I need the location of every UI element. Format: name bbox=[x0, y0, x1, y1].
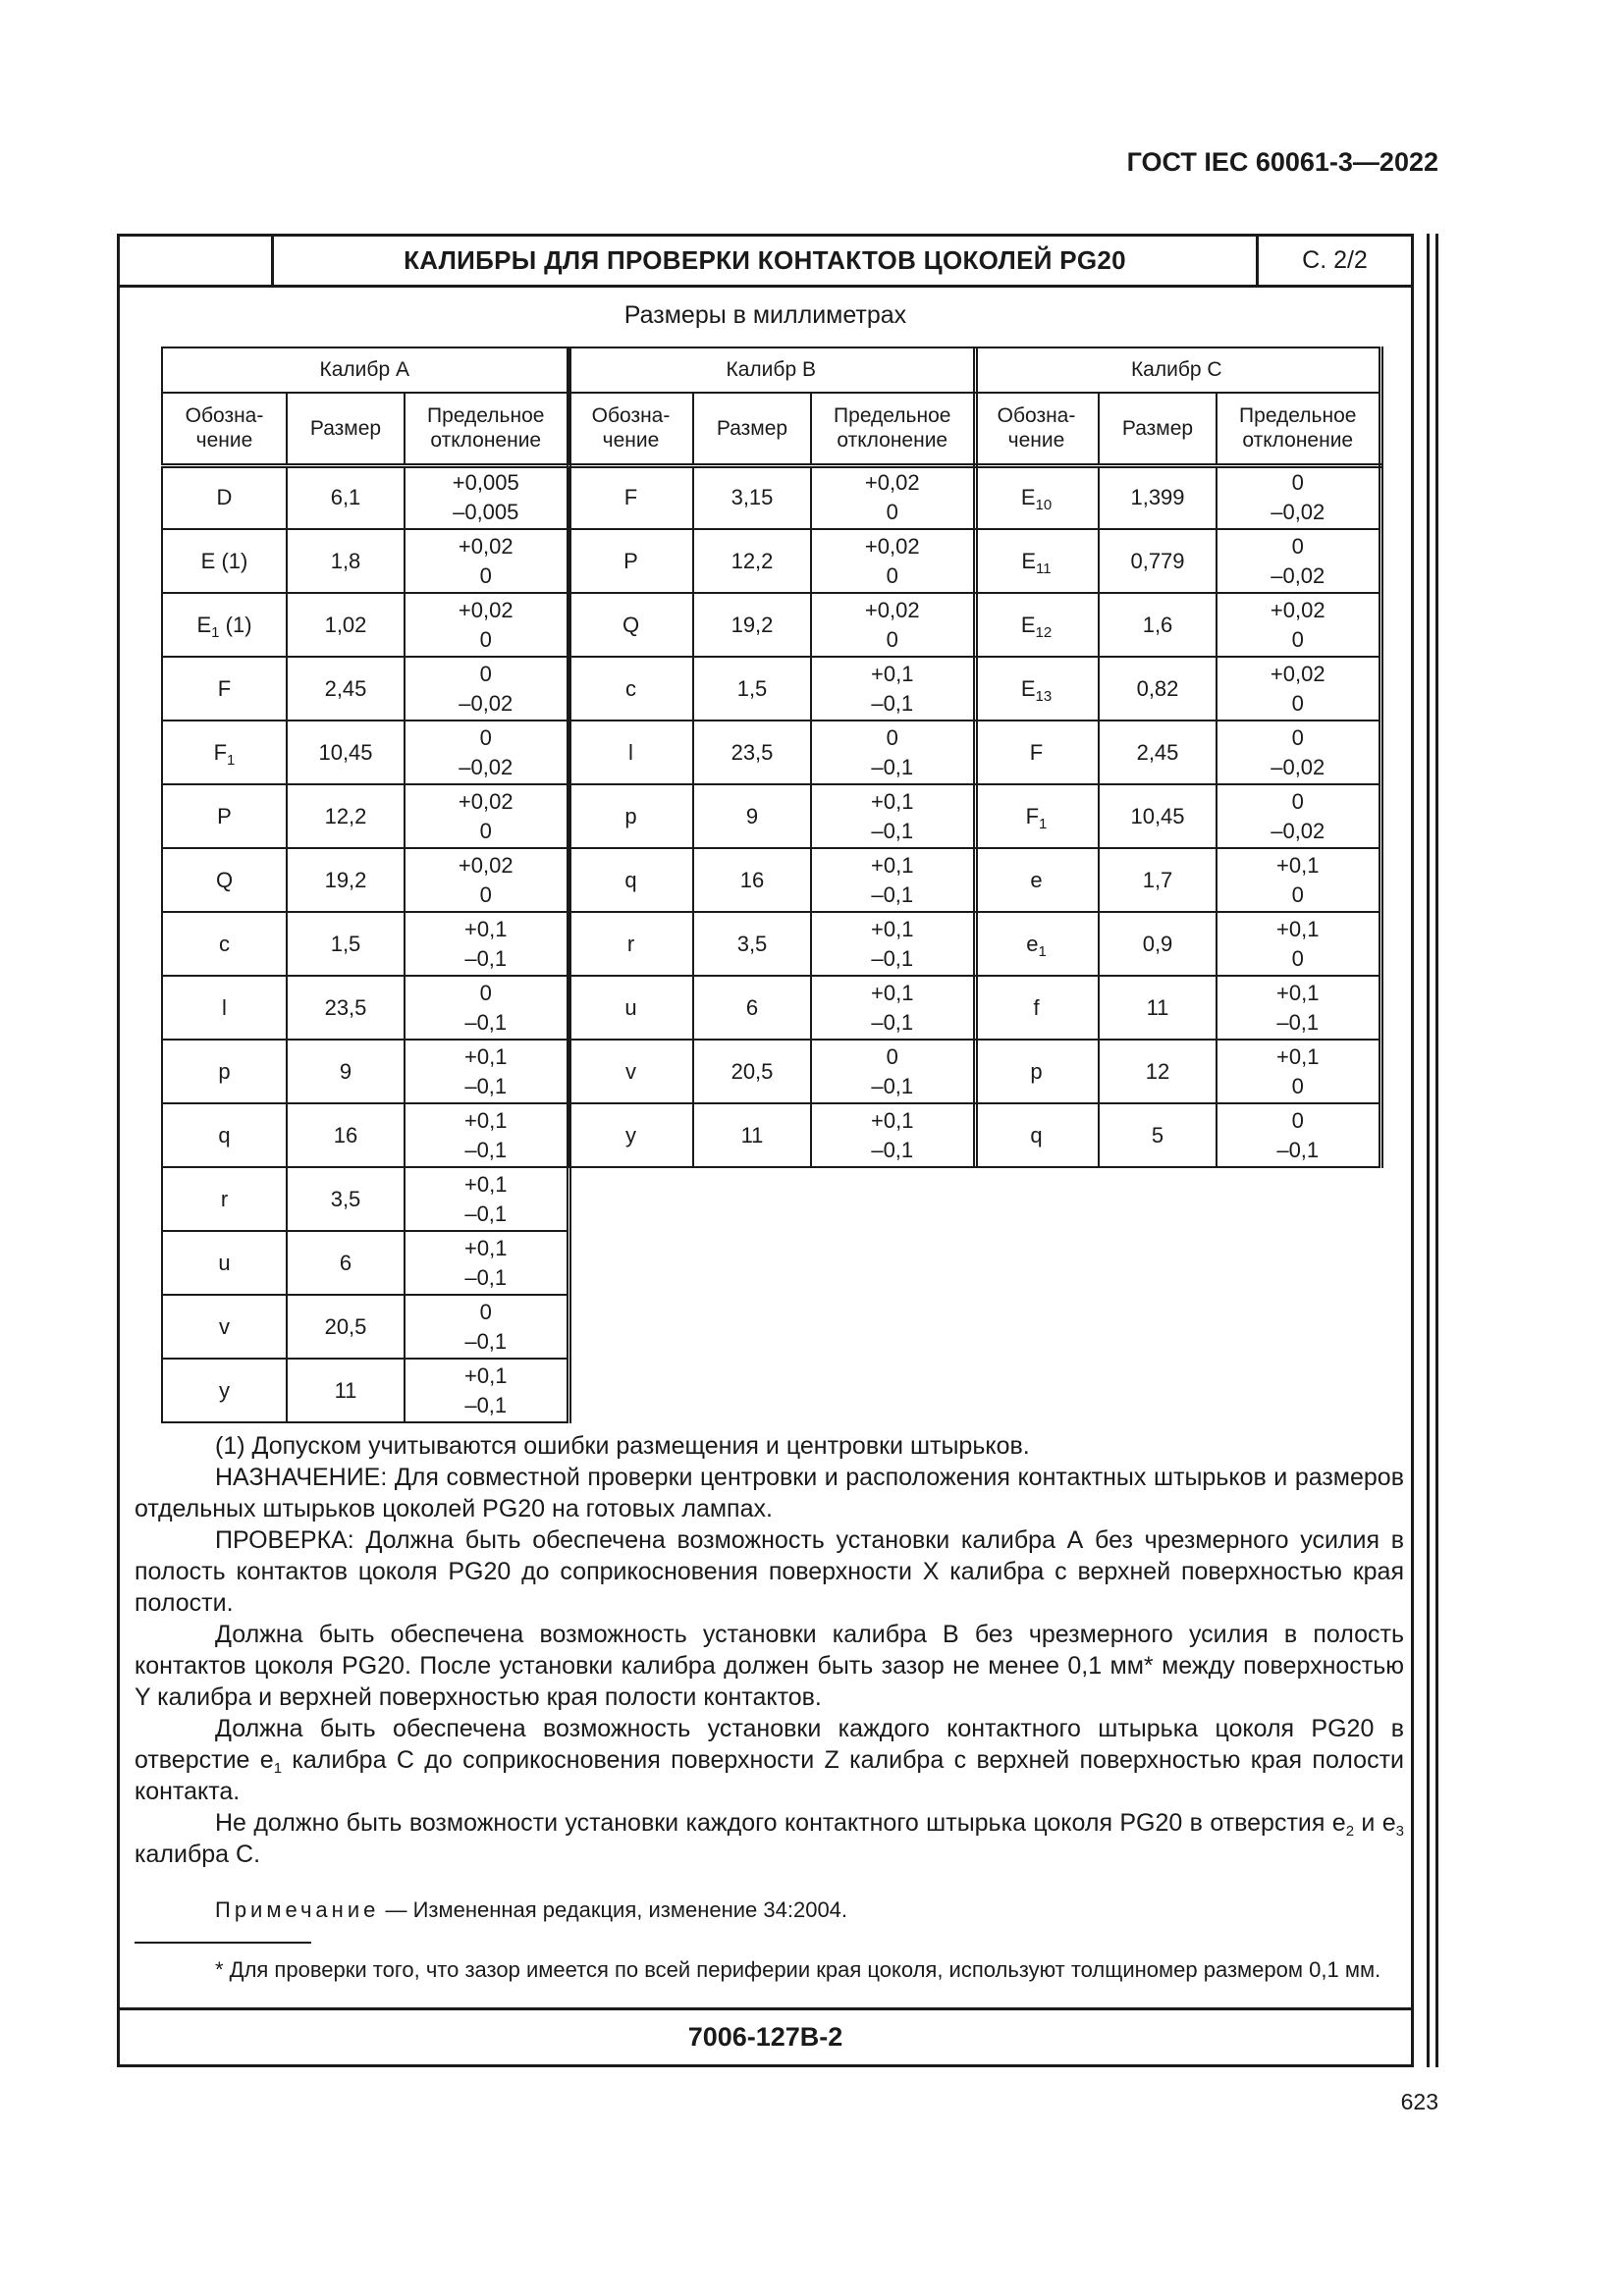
cell-tolerance bbox=[405, 1040, 568, 1103]
units-caption: Размеры в миллиметрах bbox=[623, 301, 907, 329]
table-row bbox=[568, 529, 975, 593]
tolerance-lower: –0,1 bbox=[464, 1137, 508, 1162]
cell-designation: $E_{11}$ bbox=[974, 529, 1099, 593]
tolerance-upper: +0,02 bbox=[864, 533, 920, 559]
cell-tolerance bbox=[405, 1359, 568, 1422]
col-header-designation: Обозна- чение bbox=[162, 393, 287, 465]
table-row bbox=[568, 1103, 975, 1167]
cell-size: 6 bbox=[287, 1231, 405, 1295]
tolerance-upper: +0,02 bbox=[458, 788, 514, 814]
cell-designation: q bbox=[162, 1103, 287, 1167]
cell-size: 1,5 bbox=[693, 657, 811, 721]
table-row bbox=[568, 848, 975, 912]
tolerance-upper: +0,1 bbox=[464, 1107, 508, 1133]
note-label: Примечание bbox=[215, 1897, 380, 1922]
cell-tolerance bbox=[405, 465, 568, 529]
tolerance-lower: –0,1 bbox=[464, 1201, 508, 1226]
table-row bbox=[162, 465, 568, 529]
tolerance-lower: –0,1 bbox=[871, 818, 914, 843]
cell-size: 12 bbox=[1099, 1040, 1217, 1103]
tolerance-upper: +0,1 bbox=[871, 788, 914, 814]
cell-designation: p bbox=[568, 784, 693, 848]
table-row bbox=[974, 848, 1380, 912]
tolerance-lower: –0,1 bbox=[871, 690, 914, 716]
cell-tolerance bbox=[811, 848, 975, 912]
cell-designation: Q bbox=[568, 593, 693, 657]
tolerance-upper: +0,02 bbox=[864, 470, 920, 496]
tolerance-lower: 0 bbox=[1291, 945, 1304, 971]
cell-size: 5 bbox=[1099, 1103, 1217, 1167]
tolerance-upper: 0 bbox=[886, 724, 898, 750]
tolerance-lower: –0,02 bbox=[1271, 754, 1325, 779]
cell-tolerance bbox=[1217, 912, 1380, 976]
tolerance-upper: 0 bbox=[1291, 533, 1304, 559]
col-header-tolerance: Предельное отклонение bbox=[1217, 393, 1380, 465]
cell-tolerance bbox=[1217, 976, 1380, 1040]
tolerance-upper: 0 bbox=[1291, 788, 1304, 814]
cell-designation: F bbox=[568, 465, 693, 529]
tolerance-lower: 0 bbox=[479, 562, 492, 588]
table-row bbox=[568, 1040, 975, 1103]
cell-designation: $E_{10}$ bbox=[974, 465, 1099, 529]
table-row bbox=[162, 1103, 568, 1167]
tolerance-upper: +0,1 bbox=[1276, 916, 1320, 941]
tolerance-upper: +0,1 bbox=[871, 916, 914, 941]
tolerance-lower: –0,1 bbox=[1276, 1137, 1320, 1162]
cell-size: 23,5 bbox=[693, 721, 811, 784]
col-header-tolerance: Предельное отклонение bbox=[811, 393, 975, 465]
table-row bbox=[162, 721, 568, 784]
cell-tolerance bbox=[405, 529, 568, 593]
cell-tolerance bbox=[811, 657, 975, 721]
table-row bbox=[162, 529, 568, 593]
cell-tolerance bbox=[405, 1103, 568, 1167]
cell-tolerance bbox=[1217, 529, 1380, 593]
tolerance-lower: –0,1 bbox=[464, 1392, 508, 1417]
table-row bbox=[974, 784, 1380, 848]
tolerance-lower: 0 bbox=[1291, 1073, 1304, 1098]
text-check-negative: Не должно быть возможности установки каждого контактного штырька цоколя PG20 в отверстия $e_2$ и $e_3$ калибра С. bbox=[135, 1809, 1404, 1868]
tolerance-upper: +0,1 bbox=[871, 1107, 914, 1133]
cell-tolerance bbox=[405, 657, 568, 721]
cell-size: 1,8 bbox=[287, 529, 405, 593]
cell-designation: c bbox=[162, 912, 287, 976]
gauge-title: Калибр В bbox=[568, 347, 975, 393]
text-purpose: НАЗНАЧЕНИЕ: Для совместной проверки центровки и расположения контактных штырьков и размеров отдельных штырьков цоколей PG20 на готовых лампах. bbox=[135, 1464, 1404, 1522]
cell-size: 20,5 bbox=[693, 1040, 811, 1103]
cell-tolerance bbox=[405, 784, 568, 848]
cell-tolerance bbox=[811, 721, 975, 784]
table-row bbox=[974, 912, 1380, 976]
tolerance-upper: 0 bbox=[479, 724, 492, 750]
cell-designation: P bbox=[568, 529, 693, 593]
table-row bbox=[974, 529, 1380, 593]
gauge-title: Калибр А bbox=[162, 347, 568, 393]
table-row bbox=[974, 593, 1380, 657]
description-text bbox=[135, 1430, 1404, 1870]
text-footnote-1: (1) Допуском учитываются ошибки размещения и центровки штырьков. bbox=[215, 1432, 1030, 1460]
table-row bbox=[162, 1040, 568, 1103]
cell-size: 2,45 bbox=[1099, 721, 1217, 784]
cell-designation: p bbox=[974, 1040, 1099, 1103]
cell-tolerance bbox=[1217, 657, 1380, 721]
tolerance-upper: +0,1 bbox=[464, 1235, 508, 1260]
cell-designation: D bbox=[162, 465, 287, 529]
table-row bbox=[162, 784, 568, 848]
cell-designation: e bbox=[974, 848, 1099, 912]
cell-size: 0,779 bbox=[1099, 529, 1217, 593]
cell-designation: E (1) bbox=[162, 529, 287, 593]
tolerance-lower: –0,02 bbox=[459, 690, 514, 716]
tolerance-upper: 0 bbox=[1291, 724, 1304, 750]
tolerance-upper: +0,1 bbox=[464, 916, 508, 941]
col-header-size: Размер bbox=[287, 393, 405, 465]
drawing-code: 7006-127В-2 bbox=[120, 2007, 1411, 2064]
cell-tolerance bbox=[405, 912, 568, 976]
tolerance-lower: –0,1 bbox=[871, 1009, 914, 1035]
col-header-designation: Обозна- чение bbox=[974, 393, 1099, 465]
gauge-c-table bbox=[973, 347, 1383, 1168]
tolerance-upper: +0,1 bbox=[871, 661, 914, 686]
table-row bbox=[162, 848, 568, 912]
cell-tolerance bbox=[811, 465, 975, 529]
cell-size: 10,45 bbox=[1099, 784, 1217, 848]
cell-designation: P bbox=[162, 784, 287, 848]
text-check-c: Должна быть обеспечена возможность установки каждого контактного штырька цоколя PG20 в отверстие $e_1$ калибра С до соприкосновения поверхности Z калибра с верхней поверхностью края полости контакта. bbox=[135, 1715, 1404, 1805]
cell-designation: F bbox=[162, 657, 287, 721]
tolerance-upper: +0,1 bbox=[464, 1362, 508, 1388]
note-text: — Измененная редакция, изменение 34:2004. bbox=[379, 1897, 848, 1922]
tolerance-lower: –0,02 bbox=[1271, 562, 1325, 588]
tolerance-lower: 0 bbox=[479, 626, 492, 652]
cell-designation: q bbox=[568, 848, 693, 912]
cell-tolerance bbox=[405, 1231, 568, 1295]
page-number: 623 bbox=[1400, 2089, 1438, 2114]
tolerance-lower: 0 bbox=[479, 881, 492, 907]
frame-side-lines bbox=[1427, 234, 1438, 2067]
cell-designation: v bbox=[162, 1295, 287, 1359]
cell-size: 11 bbox=[287, 1359, 405, 1422]
tolerance-lower: –0,1 bbox=[1276, 1009, 1320, 1035]
table-row bbox=[974, 657, 1380, 721]
sheet-page: С. 2/2 bbox=[1302, 246, 1368, 274]
cell-tolerance bbox=[811, 529, 975, 593]
table-row bbox=[162, 657, 568, 721]
tolerance-upper: 0 bbox=[479, 661, 492, 686]
cell-designation: $E_{12}$ bbox=[974, 593, 1099, 657]
cell-tolerance bbox=[405, 1167, 568, 1231]
cell-designation: Q bbox=[162, 848, 287, 912]
tolerance-upper: +0,02 bbox=[458, 533, 514, 559]
table-row bbox=[974, 976, 1380, 1040]
cell-designation: $E_{13}$ bbox=[974, 657, 1099, 721]
cell-size: 6,1 bbox=[287, 465, 405, 529]
text-check-a: ПРОВЕРКА: Должна быть обеспечена возможность установки калибра А без чрезмерного усилия в полость контактов цоколя PG20 до соприкосновения поверхности X калибра с верхней поверхностью края полости. bbox=[135, 1526, 1404, 1617]
cell-size: 12,2 bbox=[693, 529, 811, 593]
tolerance-lower: –0,1 bbox=[871, 881, 914, 907]
col-header-designation: Обозна- чение bbox=[568, 393, 693, 465]
tolerance-lower: –0,1 bbox=[871, 1137, 914, 1162]
tolerance-upper: +0,02 bbox=[458, 852, 514, 878]
tolerance-lower: –0,1 bbox=[464, 945, 508, 971]
standard-designation: ГОСТ IEC 60061-3—2022 bbox=[1126, 147, 1438, 177]
tolerance-upper: 0 bbox=[479, 980, 492, 1005]
cell-tolerance bbox=[1217, 721, 1380, 784]
cell-size: 3,5 bbox=[287, 1167, 405, 1231]
cell-designation: u bbox=[568, 976, 693, 1040]
cell-designation: q bbox=[974, 1103, 1099, 1167]
table-row bbox=[162, 1231, 568, 1295]
cell-size: 19,2 bbox=[287, 848, 405, 912]
cell-size: 10,45 bbox=[287, 721, 405, 784]
table-title-row bbox=[568, 347, 975, 393]
cell-size: 1,7 bbox=[1099, 848, 1217, 912]
tolerance-upper: +0,1 bbox=[464, 1043, 508, 1069]
tolerance-lower: 0 bbox=[886, 562, 898, 588]
tolerance-lower: 0 bbox=[886, 626, 898, 652]
note bbox=[215, 1897, 847, 1923]
tolerance-lower: 0 bbox=[1291, 881, 1304, 907]
tolerance-lower: –0,02 bbox=[1271, 500, 1325, 525]
cell-designation: r bbox=[162, 1167, 287, 1231]
cell-designation: y bbox=[568, 1103, 693, 1167]
tolerance-upper: +0,1 bbox=[464, 1171, 508, 1197]
tolerance-lower: –0,1 bbox=[871, 1073, 914, 1098]
table-row bbox=[162, 912, 568, 976]
cell-designation: $E_1$ (1) bbox=[162, 593, 287, 657]
tolerance-upper: +0,02 bbox=[864, 597, 920, 622]
cell-tolerance bbox=[405, 976, 568, 1040]
table-row bbox=[162, 1167, 568, 1231]
tolerance-lower: 0 bbox=[1291, 690, 1304, 716]
table-row bbox=[568, 784, 975, 848]
tolerance-upper: 0 bbox=[479, 1299, 492, 1324]
cell-designation: p bbox=[162, 1040, 287, 1103]
cell-designation: F bbox=[974, 721, 1099, 784]
cell-size: 23,5 bbox=[287, 976, 405, 1040]
tolerance-upper: +0,1 bbox=[1276, 1043, 1320, 1069]
cell-size: 1,02 bbox=[287, 593, 405, 657]
tolerance-upper: +0,02 bbox=[1270, 597, 1325, 622]
drawing-frame bbox=[117, 234, 1414, 2067]
gauge-title: Калибр С bbox=[974, 347, 1380, 393]
cell-size: 11 bbox=[1099, 976, 1217, 1040]
cell-size: 16 bbox=[693, 848, 811, 912]
table-row bbox=[568, 721, 975, 784]
table-row bbox=[568, 976, 975, 1040]
table-row bbox=[974, 1040, 1380, 1103]
gauge-a-table bbox=[161, 347, 571, 1423]
cell-designation: l bbox=[568, 721, 693, 784]
tolerance-lower: –0,1 bbox=[464, 1328, 508, 1354]
cell-designation: u bbox=[162, 1231, 287, 1295]
cell-tolerance bbox=[811, 976, 975, 1040]
cell-size: 11 bbox=[693, 1103, 811, 1167]
cell-size: 1,5 bbox=[287, 912, 405, 976]
cell-size: 0,9 bbox=[1099, 912, 1217, 976]
cell-size: 3,5 bbox=[693, 912, 811, 976]
footnote: * Для проверки того, что зазор имеется по всей периферии края цоколя, используют толщиномер размером 0,1 мм. bbox=[215, 1957, 1381, 1982]
column-header-row bbox=[162, 393, 568, 465]
cell-tolerance bbox=[1217, 593, 1380, 657]
tolerance-upper: +0,1 bbox=[1276, 980, 1320, 1005]
table-title-row bbox=[974, 347, 1380, 393]
table-row bbox=[974, 465, 1380, 529]
table-row bbox=[974, 721, 1380, 784]
cell-tolerance bbox=[405, 721, 568, 784]
cell-size: 1,6 bbox=[1099, 593, 1217, 657]
column-header-row bbox=[568, 393, 975, 465]
cell-tolerance bbox=[405, 848, 568, 912]
tolerance-lower: –0,02 bbox=[1271, 818, 1325, 843]
tolerance-upper: 0 bbox=[1291, 1107, 1304, 1133]
cell-designation: r bbox=[568, 912, 693, 976]
cell-designation: y bbox=[162, 1359, 287, 1422]
gauge-b-table bbox=[568, 347, 978, 1168]
footnote-rule bbox=[135, 1942, 311, 1944]
cell-tolerance bbox=[811, 912, 975, 976]
title-blank-cell bbox=[120, 237, 274, 285]
tolerance-upper: +0,1 bbox=[871, 980, 914, 1005]
tolerance-lower: 0 bbox=[1291, 626, 1304, 652]
tolerance-lower: –0,1 bbox=[464, 1073, 508, 1098]
cell-size: 6 bbox=[693, 976, 811, 1040]
tolerance-lower: –0,1 bbox=[464, 1009, 508, 1035]
table-row bbox=[974, 1103, 1380, 1167]
cell-size: 2,45 bbox=[287, 657, 405, 721]
tolerance-upper: +0,02 bbox=[1270, 661, 1325, 686]
table-row bbox=[568, 465, 975, 529]
tolerance-upper: +0,1 bbox=[1276, 852, 1320, 878]
cell-size: 16 bbox=[287, 1103, 405, 1167]
cell-designation: $e_1$ bbox=[974, 912, 1099, 976]
text-check-b: Должна быть обеспечена возможность установки калибра В без чрезмерного усилия в полость контактов цоколя PG20. После установки калибра должен быть зазор не менее 0,1 мм* между поверхностью Y калибра и верхней поверхностью края полости контактов. bbox=[135, 1621, 1404, 1711]
cell-size: 3,15 bbox=[693, 465, 811, 529]
cell-size: 9 bbox=[287, 1040, 405, 1103]
table-row bbox=[568, 657, 975, 721]
cell-designation: l bbox=[162, 976, 287, 1040]
tolerance-lower: –0,02 bbox=[459, 754, 514, 779]
cell-tolerance bbox=[1217, 1103, 1380, 1167]
cell-tolerance bbox=[811, 1103, 975, 1167]
tolerance-lower: 0 bbox=[479, 818, 492, 843]
tolerance-lower: 0 bbox=[886, 500, 898, 525]
tolerance-lower: –0,1 bbox=[464, 1264, 508, 1290]
title-block bbox=[120, 237, 1411, 288]
tolerance-upper: 0 bbox=[1291, 470, 1304, 496]
cell-size: 9 bbox=[693, 784, 811, 848]
sheet-title: КАЛИБРЫ ДЛЯ ПРОВЕРКИ КОНТАКТОВ ЦОКОЛЕЙ PG20 bbox=[274, 237, 1259, 285]
table-row bbox=[568, 912, 975, 976]
cell-tolerance bbox=[1217, 465, 1380, 529]
col-header-size: Размер bbox=[1099, 393, 1217, 465]
col-header-tolerance: Предельное отклонение bbox=[405, 393, 568, 465]
tolerance-lower: –0,005 bbox=[453, 500, 519, 525]
table-row bbox=[162, 593, 568, 657]
cell-size: 1,399 bbox=[1099, 465, 1217, 529]
cell-designation: c bbox=[568, 657, 693, 721]
tolerance-upper: +0,1 bbox=[871, 852, 914, 878]
cell-tolerance bbox=[405, 593, 568, 657]
cell-size: 20,5 bbox=[287, 1295, 405, 1359]
col-header-size: Размер bbox=[693, 393, 811, 465]
cell-tolerance bbox=[811, 784, 975, 848]
table-row bbox=[162, 1295, 568, 1359]
table-row bbox=[162, 976, 568, 1040]
cell-size: 19,2 bbox=[693, 593, 811, 657]
table-row bbox=[162, 1359, 568, 1422]
cell-size: 0,82 bbox=[1099, 657, 1217, 721]
tolerance-upper: +0,005 bbox=[452, 470, 519, 496]
cell-designation: $F_1$ bbox=[162, 721, 287, 784]
table-row bbox=[568, 593, 975, 657]
cell-tolerance bbox=[1217, 784, 1380, 848]
cell-tolerance bbox=[811, 593, 975, 657]
table-title-row bbox=[162, 347, 568, 393]
tolerance-upper: 0 bbox=[886, 1043, 898, 1069]
cell-tolerance bbox=[405, 1295, 568, 1359]
tolerance-upper: +0,02 bbox=[458, 597, 514, 622]
column-header-row bbox=[974, 393, 1380, 465]
cell-size: 12,2 bbox=[287, 784, 405, 848]
cell-designation: $F_1$ bbox=[974, 784, 1099, 848]
cell-designation: v bbox=[568, 1040, 693, 1103]
cell-tolerance bbox=[1217, 848, 1380, 912]
tolerance-lower: –0,1 bbox=[871, 754, 914, 779]
cell-tolerance bbox=[1217, 1040, 1380, 1103]
cell-designation: f bbox=[974, 976, 1099, 1040]
tolerance-lower: –0,1 bbox=[871, 945, 914, 971]
cell-tolerance bbox=[811, 1040, 975, 1103]
